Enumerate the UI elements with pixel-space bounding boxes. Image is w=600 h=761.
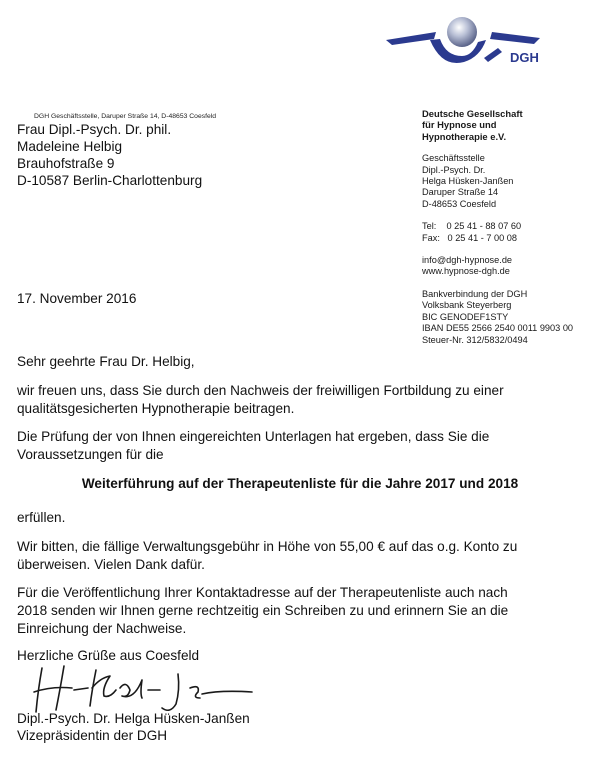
paragraph-3 bbox=[17, 509, 587, 527]
paragraph-line: Die Prüfung der von Ihnen eingereichten Unterlagen hat ergeben, dass Sie die bbox=[17, 429, 490, 444]
bank-details bbox=[422, 289, 573, 346]
paragraph-2 bbox=[17, 428, 587, 464]
bank-line: Volksbank Steyerberg bbox=[422, 300, 512, 311]
paragraph-line: überweisen. Vielen Dank dafür. bbox=[17, 557, 205, 572]
bank-line: Steuer-Nr. 312/5832/0494 bbox=[422, 334, 528, 345]
office-line: Dipl.-Psych. Dr. bbox=[422, 164, 486, 175]
office-line: Helga Hüsken-Janßen bbox=[422, 176, 514, 187]
paragraph-line: erfüllen. bbox=[17, 510, 66, 525]
paragraph-line: qualitätsgesicherten Hypnotherapie beitragen. bbox=[17, 401, 295, 416]
letter-date: 17. November 2016 bbox=[17, 291, 137, 306]
recipient-line: Frau Dipl.-Psych. Dr. phil. bbox=[17, 122, 172, 137]
signer-name: Dipl.-Psych. Dr. Helga Hüsken-Janßen bbox=[17, 711, 250, 726]
dgh-logo bbox=[384, 12, 544, 72]
email-link[interactable]: info@dgh-hypnose.de bbox=[422, 255, 513, 266]
org-name-line: für Hypnose und bbox=[422, 119, 497, 131]
phone-line: Tel: 0 25 41 - 88 07 60 bbox=[422, 221, 522, 232]
office-line: Geschäftsstelle bbox=[422, 153, 485, 164]
office-line: D-48653 Coesfeld bbox=[422, 198, 497, 209]
bank-line: IBAN DE55 2566 2540 0011 9903 00 bbox=[422, 323, 574, 334]
recipient-line: Brauhofstraße 9 bbox=[17, 156, 115, 171]
paragraph-line: 2018 senden wir Ihnen gerne rechtzeitig ein Schreiben zu und erinnern Sie an die bbox=[17, 603, 509, 618]
website-link[interactable]: www.hypnose-dgh.de bbox=[422, 266, 510, 277]
org-name-line: Hypnotherapie e.V. bbox=[422, 130, 507, 142]
phone-fax bbox=[422, 221, 573, 244]
logo-text: DGH bbox=[510, 50, 539, 65]
paragraph-5 bbox=[17, 584, 587, 638]
recipient-address bbox=[17, 121, 202, 189]
salutation-text: Sehr geehrte Frau Dr. Helbig, bbox=[17, 354, 195, 369]
letterhead-sidebar bbox=[422, 108, 573, 346]
signer-block bbox=[17, 710, 250, 744]
bank-line: BIC GENODEF1STY bbox=[422, 311, 509, 322]
signer-title: Vizepräsidentin der DGH bbox=[17, 728, 168, 743]
closing-text: Herzliche Grüße aus Coesfeld bbox=[17, 648, 200, 663]
paragraph-line: Voraussetzungen für die bbox=[17, 447, 164, 462]
paragraph-4 bbox=[17, 538, 587, 574]
paragraph-line: Wir bitten, die fällige Verwaltungsgebühr in Höhe von 55,00 € auf das o.g. Konto zu bbox=[17, 539, 518, 554]
highlight-statement: Weiterführung auf der Therapeutenliste für die Jahre 2017 und 2018 bbox=[81, 476, 519, 491]
office-line: Daruper Straße 14 bbox=[422, 187, 499, 198]
bank-line: Bankverbindung der DGH bbox=[422, 288, 528, 299]
recipient-line: D-10587 Berlin-Charlottenburg bbox=[17, 173, 203, 188]
sender-return-address: DGH Geschäftsstelle, Daruper Straße 14, D-48653 Coesfeld bbox=[34, 113, 217, 120]
paragraph-1 bbox=[17, 382, 587, 418]
org-name bbox=[422, 108, 573, 142]
recipient-line: Madeleine Helbig bbox=[17, 139, 123, 154]
org-name-line: Deutsche Gesellschaft bbox=[422, 108, 523, 119]
fax-line: Fax: 0 25 41 - 7 00 08 bbox=[422, 232, 517, 243]
web-contact bbox=[422, 255, 573, 278]
paragraph-line: wir freuen uns, dass Sie durch den Nachweis der freiwilligen Fortbildung zu einer bbox=[17, 383, 504, 398]
office-address bbox=[422, 153, 573, 210]
paragraph-line: Einreichung der Nachweise. bbox=[17, 621, 187, 636]
salutation bbox=[17, 353, 587, 371]
paragraph-line: Für die Veröffentlichung Ihrer Kontaktadresse auf der Therapeutenliste auch nach bbox=[17, 585, 508, 600]
